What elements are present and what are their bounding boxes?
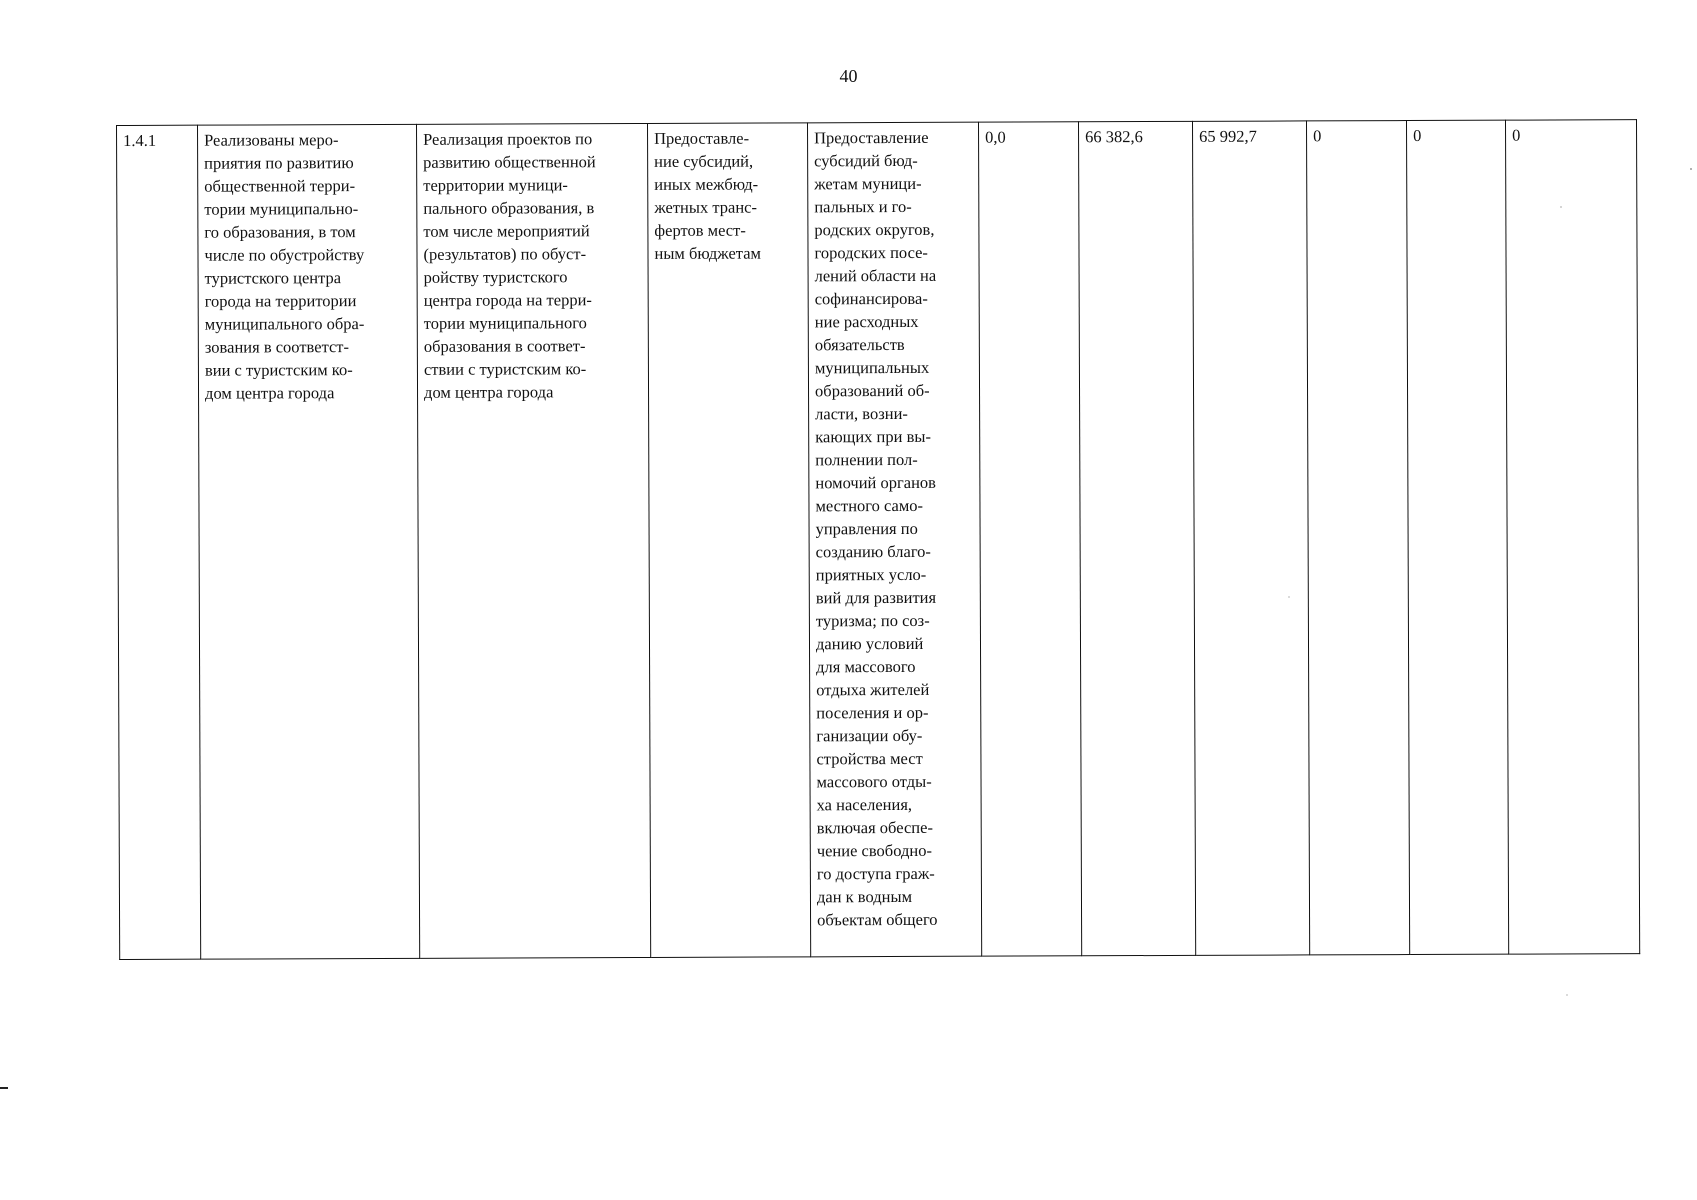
cell-value-1: 0,0 [978, 122, 1081, 956]
cell-result: Реализованы меро- приятия по развитию общественной терри- тории муниципально- го образования, в том числе по обустройству туристского центра города на территории муниципального обра- зования в соответст- вии с туристским ко- дом центра города [198, 124, 420, 959]
cell-code: 1.4.1 [117, 125, 201, 959]
cell-mechanism: Предоставле- ние субсидий, иных межбюд- жетных транс- фертов мест- ным бюджетам [647, 123, 810, 958]
cell-value-5: 0 [1406, 120, 1508, 954]
table-row [117, 120, 1640, 960]
scan-margin-mark [0, 1087, 8, 1089]
program-table [116, 119, 1640, 960]
cell-direction: Предоставление субсидий бюд- жетам муници- пальных и го- родских округов, городских посе- лений области на софинансирова- ние расходных обязательств муниципальных образований об- ласти, возни- кающих при вы- полнении пол- номочий органов местного само- управления по созданию благо- приятных усло- вий для развития туризма; по соз- данию условий для массового отдыха жителей поселения и ор- ганизации обу- стройства мест массового отды- ха населения, включая обеспе- чение свободно- го доступа граж- дан к водным объектам общего [807, 122, 981, 957]
scan-speck [1566, 994, 1568, 996]
page-number: 40 [839, 66, 858, 86]
scan-speck [1288, 596, 1290, 598]
cell-value-2: 66 382,6 [1078, 121, 1195, 955]
cell-value-3: 65 992,7 [1192, 121, 1309, 955]
scan-speck [1560, 206, 1562, 208]
cell-value-4: 0 [1306, 121, 1409, 955]
cell-measure: Реализация проектов по развитию общественной территории муници- пального образования, в том числе мероприятий (результатов) по обуст- ройству туристского центра города на терри- тории муниципального образования в соответ- ствии с туристским ко- дом центра города [416, 123, 650, 958]
scan-speck [1690, 168, 1692, 170]
cell-value-6: 0 [1505, 120, 1639, 954]
